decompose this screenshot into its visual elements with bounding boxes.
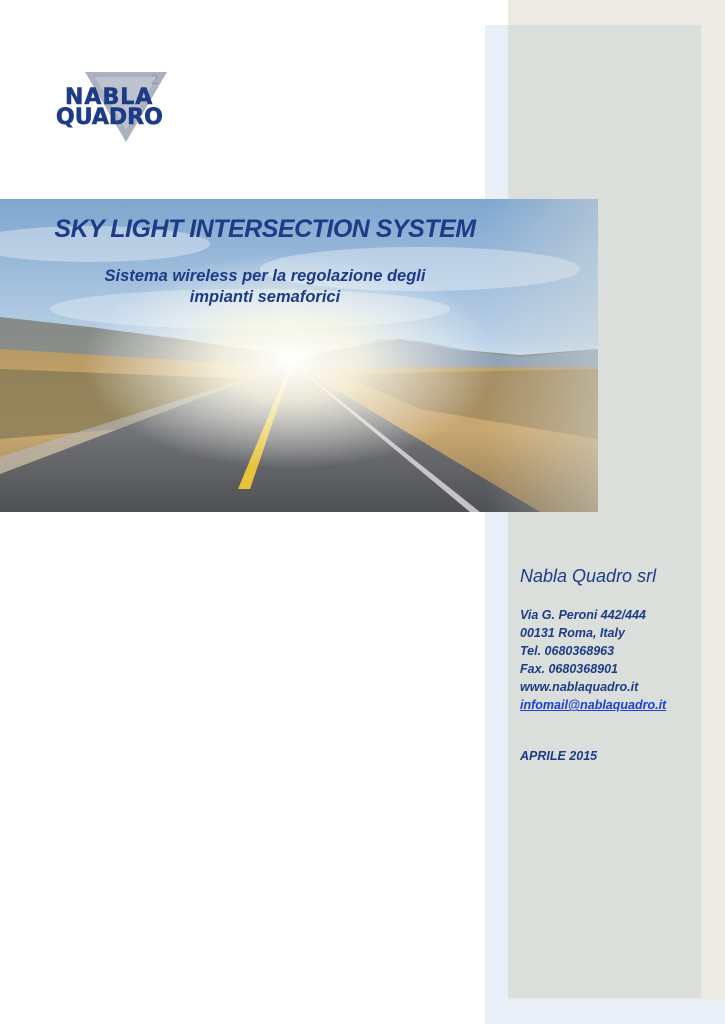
publication-date: APRILE 2015 bbox=[520, 749, 598, 763]
website: www.nablaquadro.it bbox=[520, 680, 639, 694]
contact-block bbox=[520, 606, 666, 714]
logo-line1: NABLA bbox=[65, 85, 154, 110]
city: 00131 Roma, Italy bbox=[520, 626, 625, 640]
document-subtitle bbox=[40, 266, 490, 308]
logo-line2: QUADRO bbox=[56, 105, 163, 130]
hero-banner bbox=[0, 199, 598, 512]
company-name: Nabla Quadro srl bbox=[520, 566, 657, 586]
subtitle-line-2: impianti semaforici bbox=[189, 288, 341, 306]
fax: Fax. 0680368901 bbox=[520, 662, 619, 676]
address: Via G. Peroni 442/444 bbox=[520, 608, 646, 622]
document-title: SKY LIGHT INTERSECTION SYSTEM bbox=[54, 215, 476, 243]
email-link[interactable]: infomail@nablaquadro.it bbox=[520, 698, 667, 712]
telephone: Tel. 0680368963 bbox=[520, 644, 615, 658]
hero-fade-overlay bbox=[485, 199, 598, 512]
subtitle-line-1: Sistema wireless per la regolazione degli bbox=[104, 267, 426, 285]
nabla-quadro-logo bbox=[55, 68, 195, 146]
logo-superscript: 2 bbox=[151, 72, 159, 88]
